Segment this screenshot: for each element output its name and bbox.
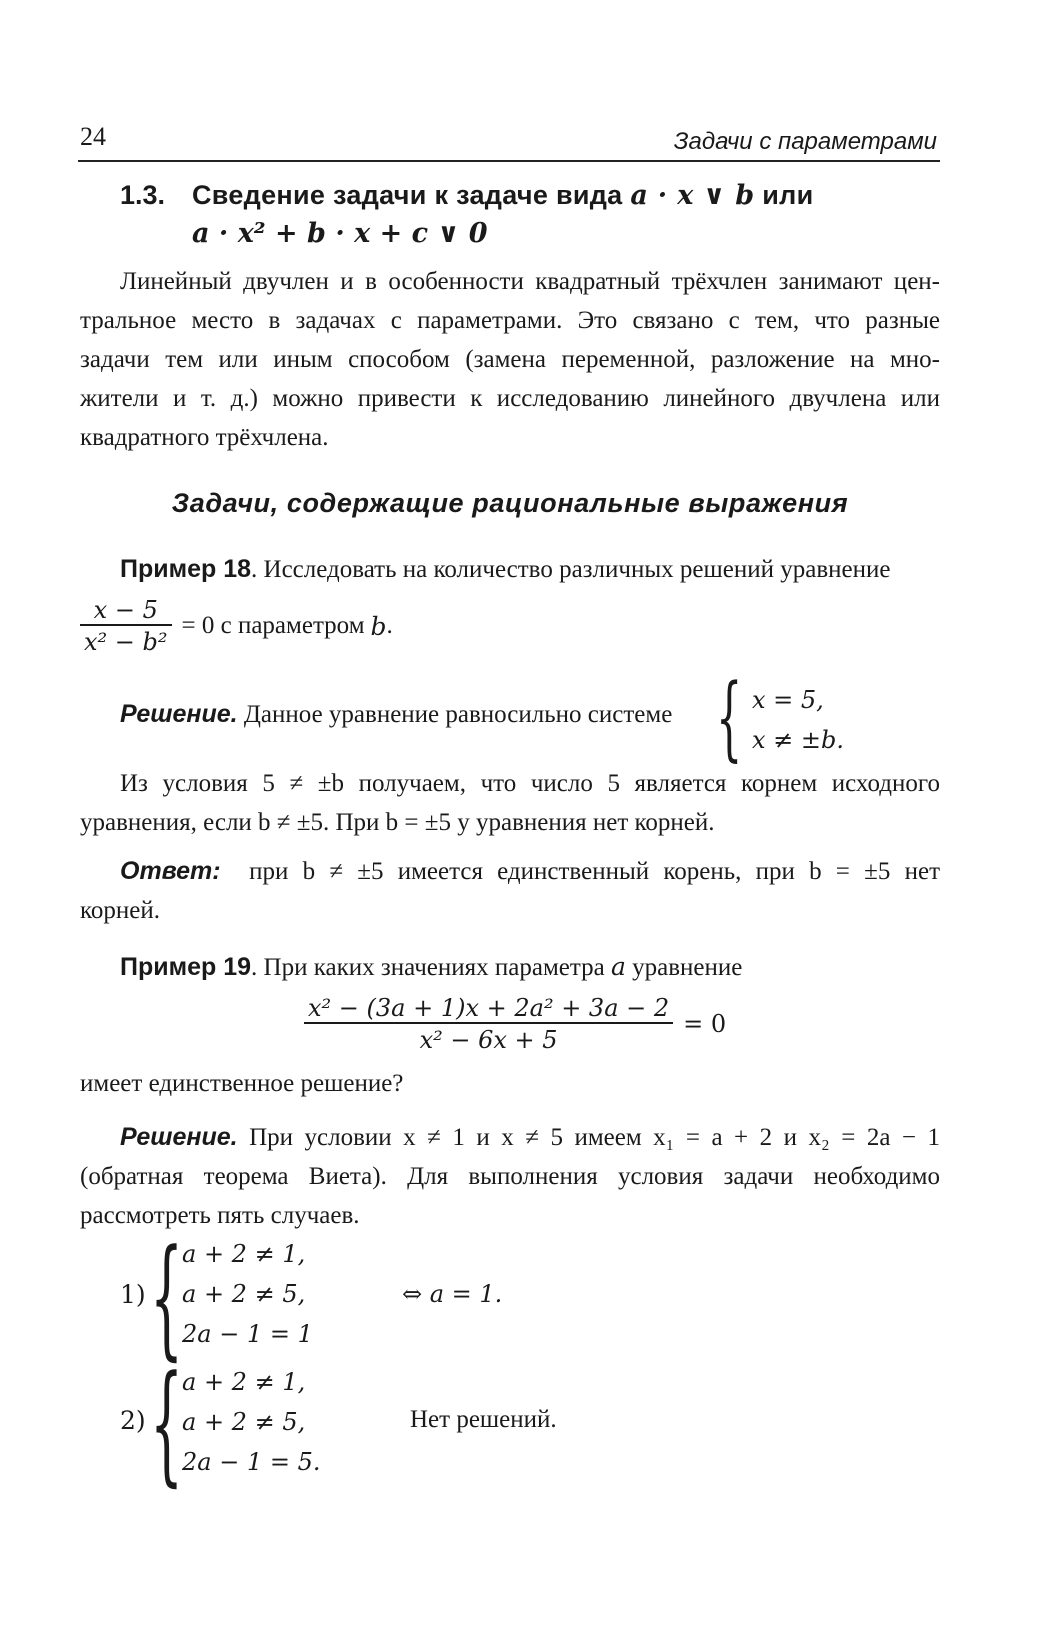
- example19-fraction: [304, 994, 673, 1054]
- derivation-line: уравнения, если b ≠ ±5. При b = ±5 у уравнения нет корней.: [80, 809, 715, 836]
- solution-line: рассмотреть пять случаев.: [80, 1202, 360, 1229]
- example18-fraction-numerator: x − 5: [93, 596, 158, 624]
- case-result: Нет решений.: [410, 1406, 557, 1433]
- section-title-math-2: a · x² + b · x + c ∨ 0: [192, 218, 488, 249]
- example19-fraction-denominator: x² − 6x + 5: [304, 1022, 673, 1054]
- example19-param: a: [610, 952, 626, 981]
- header-rule: [78, 160, 940, 162]
- intro-line: квадратного трёхчлена.: [80, 424, 329, 451]
- example19-label: Пример 19: [120, 953, 252, 981]
- section-title-or: или: [762, 180, 814, 210]
- solution-line: [80, 1118, 940, 1157]
- derivation-line: Из условия 5 ≠ ±b получаем, что число 5 является корнем исходного: [120, 770, 940, 797]
- example19-eq-tail: = 0: [683, 1010, 727, 1038]
- example19-solution: [80, 1118, 940, 1235]
- solution-line: (обратная теорема Виета). Для выполнения условия задачи необходимо: [80, 1163, 940, 1190]
- case-line: 2a − 1 = 5.: [182, 1448, 321, 1476]
- example18-text: . Исследовать на количество различных решений уравнение: [251, 556, 891, 583]
- section-title-prefix: Сведение задачи к задаче вида: [192, 180, 623, 210]
- answer-text: при b ≠ ±5 имеется единственный корень, при b = ±5 нет: [249, 858, 940, 885]
- solution-line-1: При условии x ≠ 1 и x ≠ 5 имеем x₁ = a + 2 и x₂ = 2a − 1: [249, 1124, 941, 1151]
- intro-line: тральное место в задачах с параметрами. Это связано с тем, что разные: [80, 307, 940, 334]
- example18-derivation: [80, 764, 940, 842]
- case-line: a + 2 ≠ 5,: [182, 1280, 306, 1308]
- intro-line: Линейный двучлен и в особенности квадратный трёхчлен занимают цен-: [120, 268, 940, 295]
- example19-text2: уравнение: [632, 954, 743, 981]
- example18-period: .: [386, 612, 393, 639]
- example19-text: . При каких значениях параметра: [251, 954, 605, 981]
- case-line: 2a − 1 = 1: [182, 1320, 313, 1348]
- example18-solution-label: Решение.: [120, 700, 238, 728]
- section-number: 1.3.: [120, 180, 166, 210]
- system-brace: {: [716, 664, 743, 771]
- case-result: ⇔ a = 1.: [402, 1280, 503, 1308]
- example19-statement: [120, 952, 742, 982]
- section-title-math-1: a · x ∨ b: [630, 180, 755, 211]
- example19-question: имеет единственное решение?: [80, 1070, 404, 1097]
- case-line: a + 2 ≠ 5,: [182, 1408, 306, 1436]
- case-line: a + 2 ≠ 1,: [182, 1368, 306, 1396]
- example18-fraction-denominator: x² − b²: [80, 624, 172, 656]
- example18-solution: [120, 700, 672, 729]
- example18-solution-text: Данное уравнение равносильно системе: [243, 701, 673, 728]
- answer-label: Ответ:: [120, 857, 221, 885]
- example19-solution-label: Решение.: [120, 1123, 238, 1151]
- intro-line: задачи тем или иным способом (замена переменной, разложение на мно-: [80, 346, 940, 373]
- case-brace: {: [150, 1347, 184, 1499]
- system-line: x ≠ ±b.: [752, 726, 845, 754]
- case-line: a + 2 ≠ 1,: [182, 1240, 306, 1268]
- case-label: 1): [120, 1280, 146, 1309]
- page-number: 24: [80, 122, 106, 151]
- example18-statement: [120, 550, 940, 589]
- running-title: Задачи с параметрами: [673, 128, 937, 155]
- example19-equation: [304, 994, 726, 1054]
- example19-fraction-numerator: x² − (3a + 1)x + 2a² + 3a − 2: [308, 994, 670, 1022]
- example18-equation: [80, 596, 393, 656]
- intro-line: жители и т. д.) можно привести к исследованию линейного двучлена или: [80, 385, 940, 412]
- case-brace: {: [150, 1221, 184, 1373]
- answer-line: корней.: [80, 897, 160, 924]
- example18-param: b: [370, 611, 387, 641]
- system-line: x = 5,: [752, 686, 824, 714]
- example18-eq-tail: = 0 с параметром: [181, 612, 365, 639]
- example18-label: Пример 18: [120, 555, 252, 583]
- intro-paragraph: [80, 262, 940, 457]
- example18-answer: [80, 852, 940, 930]
- case-label: 2): [120, 1406, 146, 1435]
- example18-fraction: [80, 596, 172, 656]
- answer-line: [80, 852, 940, 891]
- section-title: [192, 180, 813, 211]
- subheading: Задачи, содержащие рациональные выражения: [171, 488, 849, 518]
